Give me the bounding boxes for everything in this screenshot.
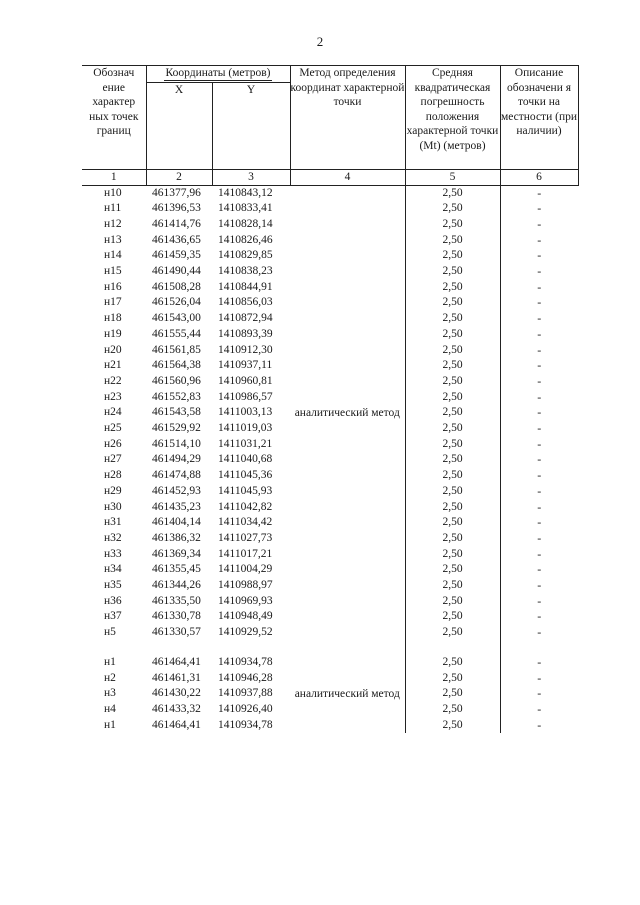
point-name-cell: н11: [104, 202, 122, 215]
coordinates-table: [82, 65, 579, 733]
point-name-cell: н21: [104, 359, 122, 372]
description-cell: -: [537, 389, 542, 404]
description-cell: -: [537, 515, 542, 530]
y-coordinate-cell: 1410844,91: [218, 280, 273, 293]
point-name-cell: н20: [104, 343, 122, 356]
error-cell: 2,50: [405, 248, 500, 264]
error-cell: 2,50: [405, 609, 500, 625]
description-cell: -: [537, 686, 542, 701]
error-cell: 2,50: [405, 468, 500, 484]
description-cell: -: [537, 578, 542, 593]
y-coordinate-cell: 1411034,42: [218, 516, 273, 529]
x-coordinate-cell: 461369,34: [152, 547, 201, 560]
point-name-cell: н26: [104, 437, 122, 450]
description-cell: -: [537, 358, 542, 373]
x-coordinate-cell: 461529,92: [152, 422, 201, 435]
point-name-cell: н3: [104, 687, 116, 700]
x-coordinate-cell: 461396,53: [152, 202, 201, 215]
column-numbers-row: [82, 170, 578, 186]
error-cell: 2,50: [405, 594, 500, 610]
y-coordinate-cell: 1410912,30: [218, 343, 273, 356]
point-name-cell: н35: [104, 579, 122, 592]
description-cell: -: [537, 452, 542, 467]
y-coordinate-cell: 1410948,49: [218, 610, 273, 623]
description-cell: -: [537, 483, 542, 498]
x-coordinate-cell: 461461,31: [152, 671, 201, 684]
y-coordinate-cell: 1410838,23: [218, 265, 273, 278]
x-coordinate-cell: 461514,10: [152, 437, 201, 450]
empty-cell: [405, 641, 500, 655]
x-coordinate-cell: 461433,32: [152, 703, 201, 715]
y-coordinate-cell: 1410969,93: [218, 594, 273, 607]
x-coordinate-cell: 461436,65: [152, 233, 201, 246]
empty-cell: [500, 641, 578, 655]
y-coordinate-cell: 1410829,85: [218, 249, 273, 262]
error-cell: 2,50: [405, 562, 500, 578]
table-row: [82, 655, 578, 671]
method-cell: аналитический метод: [294, 406, 400, 419]
x-coordinate-cell: 461564,38: [152, 359, 201, 372]
description-cell: -: [537, 421, 542, 436]
x-coordinate-cell: 461490,44: [152, 265, 201, 278]
y-coordinate-cell: 1411027,73: [218, 531, 273, 544]
point-name-cell: н22: [104, 374, 122, 387]
y-coordinate-cell: 1410960,81: [218, 374, 273, 387]
point-name-cell: н19: [104, 327, 122, 340]
y-coordinate-cell: 1410937,88: [218, 687, 273, 700]
point-name-cell: н23: [104, 390, 122, 403]
column-number: 6: [500, 170, 578, 186]
error-cell: 2,50: [405, 311, 500, 327]
y-coordinate-cell: 1410929,52: [218, 626, 273, 639]
y-coordinate-cell: 1411040,68: [218, 453, 273, 466]
x-coordinate-cell: 461330,78: [152, 610, 201, 623]
x-coordinate-cell: 461430,22: [152, 687, 201, 700]
description-cell: -: [537, 185, 542, 200]
empty-cell: [146, 641, 212, 655]
header-coordinates: [146, 66, 290, 83]
description-cell: -: [537, 468, 542, 483]
point-name-cell: н37: [104, 610, 122, 623]
y-coordinate-cell: 1411019,03: [218, 422, 273, 435]
description-cell: -: [537, 436, 542, 451]
y-coordinate-cell: 1411017,21: [218, 547, 273, 560]
empty-cell: [290, 641, 405, 655]
point-name-cell: н28: [104, 469, 122, 482]
error-cell: 2,50: [405, 452, 500, 468]
error-cell: 2,50: [405, 686, 500, 702]
x-coordinate-cell: 461474,88: [152, 469, 201, 482]
x-coordinate-cell: 461543,58: [152, 406, 201, 419]
description-cell: -: [537, 326, 542, 341]
x-coordinate-cell: 461344,26: [152, 579, 201, 592]
x-coordinate-cell: 461377,96: [152, 186, 201, 199]
point-name-cell: н18: [104, 312, 122, 325]
error-cell: 2,50: [405, 655, 500, 671]
header-point-name: Обознач ение характер ных точек границ: [82, 66, 146, 170]
y-coordinate-cell: 1411045,36: [218, 469, 273, 482]
y-coordinate-cell: 1410856,03: [218, 296, 273, 309]
point-name-cell: н4: [104, 703, 116, 715]
x-coordinate-cell: 461543,00: [152, 312, 201, 325]
point-name-cell: н25: [104, 422, 122, 435]
error-cell: 2,50: [405, 718, 500, 734]
description-cell: -: [537, 232, 542, 247]
y-coordinate-cell: 1410828,14: [218, 217, 273, 230]
error-cell: 2,50: [405, 295, 500, 311]
point-name-cell: н15: [104, 265, 122, 278]
y-coordinate-cell: 1410986,57: [218, 390, 273, 403]
point-name-cell: н5: [104, 626, 116, 639]
empty-cell: [82, 641, 146, 655]
y-coordinate-cell: 1410934,78: [218, 655, 273, 668]
point-name-cell: н30: [104, 500, 122, 513]
description-cell: -: [537, 311, 542, 326]
header-y: Y: [212, 83, 290, 170]
x-coordinate-cell: 461508,28: [152, 280, 201, 293]
x-coordinate-cell: 461452,93: [152, 484, 201, 497]
x-coordinate-cell: 461464,41: [152, 655, 201, 668]
y-coordinate-cell: 1410843,12: [218, 186, 273, 199]
table-body: [82, 185, 578, 733]
description-cell: -: [537, 248, 542, 263]
description-cell: -: [537, 654, 542, 669]
header-coordinates-label: Координаты (метров): [165, 67, 271, 79]
x-coordinate-cell: 461435,23: [152, 500, 201, 513]
y-coordinate-cell: 1410826,46: [218, 233, 273, 246]
page-number: 2: [316, 34, 324, 49]
error-cell: 2,50: [405, 390, 500, 406]
point-name-cell: н27: [104, 453, 122, 466]
error-cell: 2,50: [405, 578, 500, 594]
error-cell: 2,50: [405, 421, 500, 437]
point-name-cell: н12: [104, 217, 122, 230]
error-cell: 2,50: [405, 217, 500, 233]
error-cell: 2,50: [405, 343, 500, 359]
column-number: 4: [290, 170, 405, 186]
point-name-cell: н36: [104, 594, 122, 607]
error-cell: 2,50: [405, 405, 500, 421]
x-coordinate-cell: 461404,14: [152, 516, 201, 529]
header-description: Описание обозначени я точки на местности (при наличии): [500, 66, 578, 170]
point-name-cell: н29: [104, 484, 122, 497]
description-cell: -: [537, 279, 542, 294]
point-name-cell: н1: [104, 655, 116, 668]
header-x: X: [146, 83, 212, 170]
x-coordinate-cell: 461459,35: [152, 249, 201, 262]
y-coordinate-cell: 1411031,21: [218, 437, 273, 450]
y-coordinate-cell: 1410946,28: [218, 671, 273, 684]
point-name-cell: н14: [104, 249, 122, 262]
x-coordinate-cell: 461386,32: [152, 531, 201, 544]
error-cell: 2,50: [405, 531, 500, 547]
description-cell: -: [537, 295, 542, 310]
error-cell: 2,50: [405, 437, 500, 453]
description-cell: -: [537, 702, 542, 716]
group-separator-row: [82, 641, 578, 655]
description-cell: -: [537, 264, 542, 279]
y-coordinate-cell: 1411003,13: [218, 406, 273, 419]
description-cell: -: [537, 625, 542, 640]
x-coordinate-cell: 461330,57: [152, 626, 201, 639]
error-cell: 2,50: [405, 185, 500, 201]
y-coordinate-cell: 1411045,93: [218, 484, 273, 497]
point-name-cell: н1: [104, 718, 116, 731]
error-cell: 2,50: [405, 547, 500, 563]
error-cell: 2,50: [405, 264, 500, 280]
error-cell: 2,50: [405, 280, 500, 296]
description-cell: -: [537, 593, 542, 608]
x-coordinate-cell: 461526,04: [152, 296, 201, 309]
description-cell: -: [537, 373, 542, 388]
description-cell: -: [537, 609, 542, 624]
error-cell: 2,50: [405, 625, 500, 641]
description-cell: -: [537, 530, 542, 545]
y-coordinate-cell: 1410934,78: [218, 718, 273, 731]
column-number: 3: [212, 170, 290, 186]
description-cell: -: [537, 405, 542, 420]
description-cell: -: [537, 670, 542, 685]
y-coordinate-cell: 1410926,40: [218, 703, 273, 715]
x-coordinate-cell: 461464,41: [152, 718, 201, 731]
x-coordinate-cell: 461355,45: [152, 563, 201, 576]
method-cell: аналитический метод: [294, 687, 400, 700]
point-name-cell: н13: [104, 233, 122, 246]
table-row: [82, 185, 578, 201]
error-cell: 2,50: [405, 201, 500, 217]
x-coordinate-cell: 461552,83: [152, 390, 201, 403]
y-coordinate-cell: 1410833,41: [218, 202, 273, 215]
column-number: 2: [146, 170, 212, 186]
x-coordinate-cell: 461555,44: [152, 327, 201, 340]
point-name-cell: н32: [104, 531, 122, 544]
point-name-cell: н33: [104, 547, 122, 560]
point-name-cell: н34: [104, 563, 122, 576]
header-error: [405, 66, 500, 170]
point-name-cell: н2: [104, 671, 116, 684]
error-cell: 2,50: [405, 358, 500, 374]
x-coordinate-cell: 461560,96: [152, 374, 201, 387]
error-cell: 2,50: [405, 374, 500, 390]
point-name-cell: н17: [104, 296, 122, 309]
description-cell: -: [537, 562, 542, 577]
error-cell: 2,50: [405, 233, 500, 249]
empty-cell: [212, 641, 290, 655]
error-cell: 2,50: [405, 484, 500, 500]
y-coordinate-cell: 1410893,39: [218, 327, 273, 340]
description-cell: -: [537, 201, 542, 216]
point-name-cell: н16: [104, 280, 122, 293]
y-coordinate-cell: 1410988,97: [218, 579, 273, 592]
x-coordinate-cell: 461494,29: [152, 453, 201, 466]
header-error-label: Средняя квадратическая погрешность положения характерной точки (Mt) (метров): [406, 67, 499, 152]
description-cell: -: [537, 342, 542, 357]
error-cell: 2,50: [405, 515, 500, 531]
error-cell: 2,50: [405, 327, 500, 343]
y-coordinate-cell: 1410872,94: [218, 312, 273, 325]
header-method: Метод определения координат характерной точки: [290, 66, 405, 170]
x-coordinate-cell: 461335,50: [152, 594, 201, 607]
y-coordinate-cell: 1411004,29: [218, 563, 273, 576]
description-cell: -: [537, 546, 542, 561]
x-coordinate-cell: 461414,76: [152, 217, 201, 230]
description-cell: -: [537, 499, 542, 514]
description-cell: -: [537, 216, 542, 231]
point-name-cell: н31: [104, 516, 122, 529]
y-coordinate-cell: 1410937,11: [218, 359, 273, 372]
point-name-cell: н24: [104, 406, 122, 419]
column-number: 5: [405, 170, 500, 186]
point-name-cell: н10: [104, 186, 122, 199]
description-cell: -: [537, 717, 542, 732]
error-cell: 2,50: [405, 702, 500, 718]
x-coordinate-cell: 461561,85: [152, 343, 201, 356]
error-cell: 2,50: [405, 671, 500, 687]
error-cell: 2,50: [405, 500, 500, 516]
column-number: 1: [82, 170, 146, 186]
y-coordinate-cell: 1411042,82: [218, 500, 273, 513]
